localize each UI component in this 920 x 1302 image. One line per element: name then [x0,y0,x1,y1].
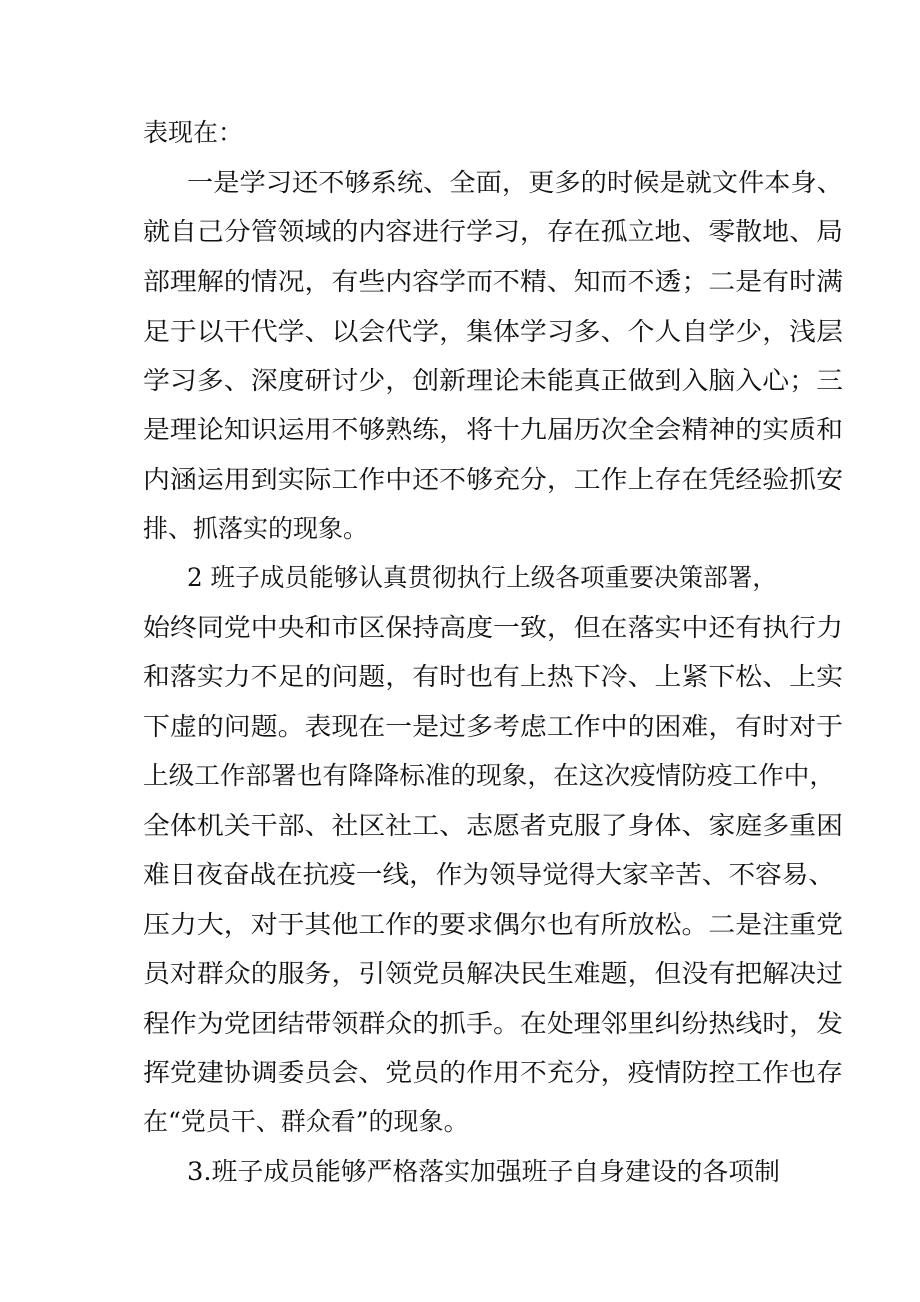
text-line [0,608,920,648]
text-line [0,806,920,846]
text-line [0,756,920,796]
line-text: 在“党员干、群众看”的现象。 [143,1107,469,1136]
line-text: 排、抓落实的现象。 [143,514,369,543]
text-line [0,361,920,401]
text-line [0,657,920,697]
line-text: 足于以干代学、以会代学，集体学习多、个人自学少，浅层 [143,317,843,346]
text-line [0,163,920,203]
line-text: 全体机关干部、社区社工、志愿者克服了身体、家庭多重困 [143,811,843,840]
text-line [0,212,920,252]
line-text: 压力大，对于其他工作的要求偶尔也有所放松。二是注重党 [143,910,843,939]
line-text: 学习多、深度研讨少，创新理论未能真正做到入脑入心；三 [143,366,843,395]
line-text: 3.班子成员能够严格落实加强班子自身建设的各项制 [187,1157,780,1186]
text-line [0,113,920,153]
text-line [0,707,920,747]
text-line [0,460,920,500]
line-text: 内涵运用到实际工作中还不够充分，工作上存在凭经验抓安 [143,465,843,494]
text-line [0,509,920,549]
text-line [0,262,920,302]
line-text: 表现在： [143,118,244,147]
text-line [0,1004,920,1044]
text-line [0,1152,920,1192]
line-text: 就自己分管领域的内容进行学习，存在孤立地、零散地、局 [143,217,843,246]
line-text: 员对群众的服务，引领党员解决民生难题，但没有把解决过 [143,959,843,988]
text-line [0,954,920,994]
line-text: 难日夜奋战在抗疫一线，作为领导觉得大家辛苦、不容易、 [143,860,835,889]
line-text: 程作为党团结带领群众的抓手。在处理邻里纠纷热线时，发 [143,1009,843,1038]
text-line [0,558,920,598]
text-line [0,312,920,352]
text-line [0,905,920,945]
line-text: 一是学习还不够系统、全面，更多的时候是就文件本身、 [187,168,843,197]
text-line [0,1102,920,1142]
text-line [0,855,920,895]
line-text: 部理解的情况，有些内容学而不精、知而不透；二是有时满 [143,267,843,296]
line-text: 挥党建协调委员会、党员的作用不充分，疫情防控工作也存 [143,1058,843,1087]
line-text: 2 班子成员能够认真贯彻执行上级各项重要决策部署， [187,563,777,592]
text-line [0,410,920,450]
line-text: 和落实力不足的问题，有时也有上热下冷、上紧下松、上实 [143,662,843,691]
text-line [0,1053,920,1093]
line-text: 始终同党中央和市区保持高度一致，但在落实中还有执行力 [143,613,843,642]
line-text: 上级工作部署也有降降标准的现象，在这次疫情防疫工作中， [143,761,836,790]
line-text: 是理论知识运用不够熟练，将十九届历次全会精神的实质和 [143,415,843,444]
line-text: 下虚的问题。表现在一是过多考虑工作中的困难，有时对于 [143,712,843,741]
